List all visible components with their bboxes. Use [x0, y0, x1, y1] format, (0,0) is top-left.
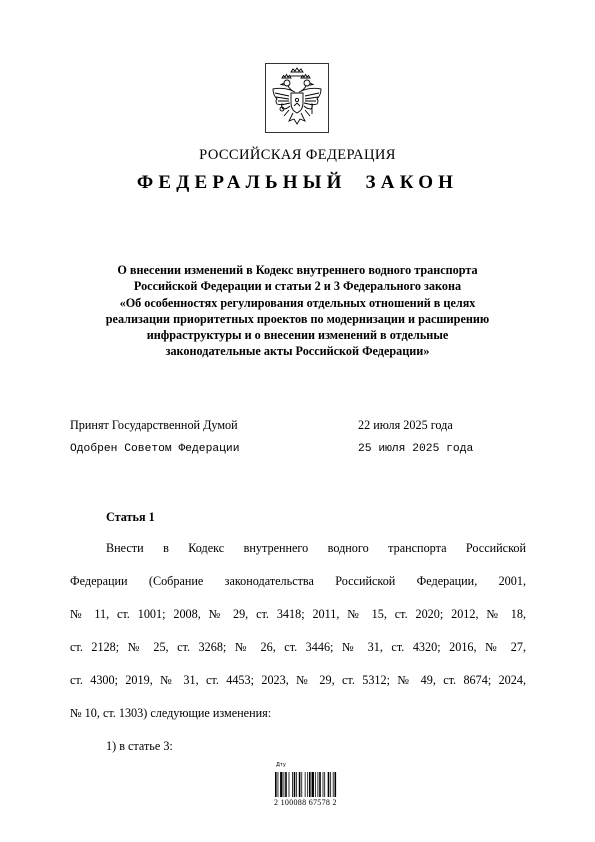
law-title-line: реализации приоритетных проектов по модернизации и расширению: [105, 311, 490, 326]
law-title-line: инфраструктуры и о внесении изменений в отдельные: [146, 328, 449, 343]
law-title: [60, 262, 535, 360]
law-type-heading: ФЕДЕРАЛЬНЫЙ ЗАКОН: [136, 172, 459, 193]
article-title: Статья 1: [106, 510, 155, 524]
council-approval-date: 25 июля 2025 года: [358, 443, 474, 455]
law-title-line: Российской Федерации и статьи 2 и 3 Федерального закона: [133, 279, 462, 294]
law-title-line: «Об особенностях регулирования отдельных отношений в целях: [119, 295, 476, 310]
article-paragraph-line: ст. 2128; № 25, ст. 3268; № 26, ст. 3446; № 31, ст. 4320; 2016, № 27,: [70, 640, 526, 654]
article-paragraph-line: Федерации (Собрание законодательства Российской Федерации, 2001,: [70, 574, 526, 588]
law-title-line: О внесении изменений в Кодекс внутреннего водного транспорта: [117, 263, 478, 277]
barcode-mark: Дту: [276, 762, 286, 768]
law-title-line: законодательные акты Российской Федерации»: [165, 344, 430, 359]
barcode-number: 2 100088 67578 2: [274, 798, 337, 807]
article-paragraph-line: ст. 4300; 2019, № 31, ст. 4453; 2023, № 29, ст. 5312; № 49, ст. 8674; 2024,: [70, 673, 526, 687]
article-paragraph-line: № 11, ст. 1001; 2008, № 29, ст. 3418; 2011, № 15, ст. 2020; 2012, № 18,: [70, 607, 526, 621]
barcode: [272, 762, 362, 812]
list-item: 1) в статье 3:: [106, 739, 173, 753]
council-approval-label: Одобрен Советом Федерации: [70, 443, 240, 455]
duma-adoption-label: Принят Государственной Думой: [70, 418, 238, 432]
russian-coat-of-arms-icon: [265, 63, 329, 133]
barcode-bars-icon: [275, 772, 355, 797]
duma-adoption-date: 22 июля 2025 года: [358, 418, 453, 432]
country-heading: РОССИЙСКАЯ ФЕДЕРАЦИЯ: [199, 147, 396, 163]
article-paragraph-line: № 10, ст. 1303) следующие изменения:: [70, 706, 272, 720]
article-paragraph-line: Внести в Кодекс внутреннего водного транспорта Российской: [106, 541, 526, 555]
